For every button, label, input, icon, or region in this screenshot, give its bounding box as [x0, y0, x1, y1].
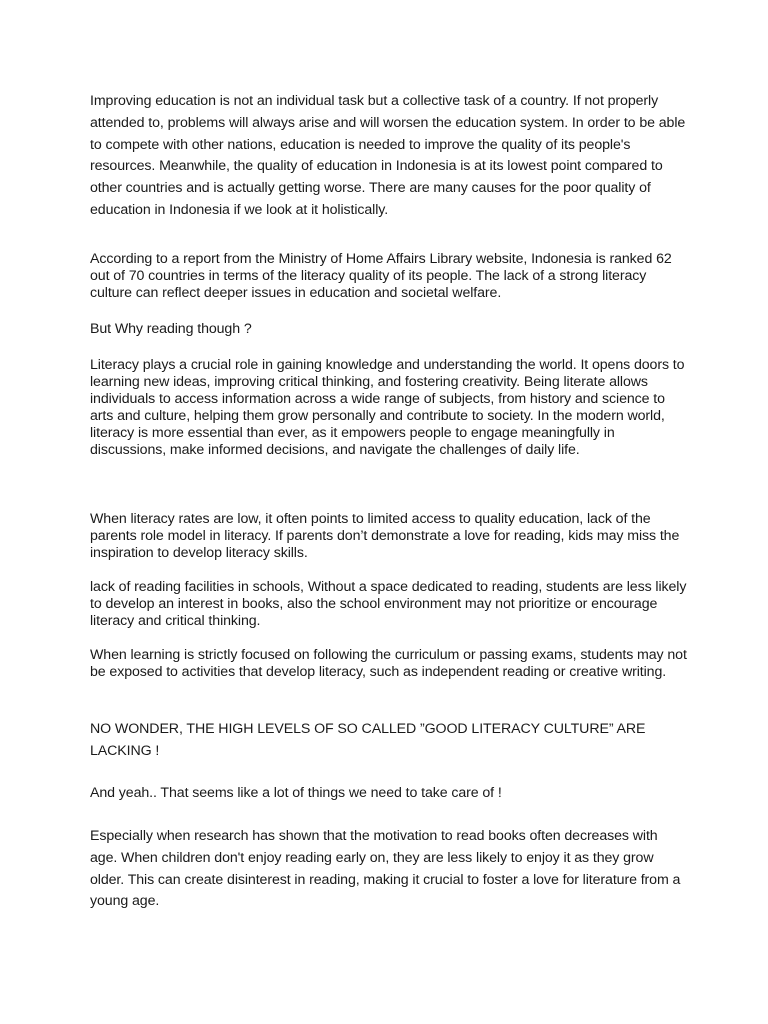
paragraph-no-wonder: NO WONDER, THE HIGH LEVELS OF SO CALLED ”GOOD LITERACY CULTURE” ARE LACKING !	[90, 721, 646, 759]
paragraph-literacy-ranking: According to a report from the Ministry of Home Affairs Library website, Indonesia is ranked 62 out of 70 countries in terms of the literacy quality of its people. The lack of a strong literacy culture can reflect deeper issues in education and societal welfare.	[90, 251, 672, 301]
paragraph-education-task: Improving education is not an individual task but a collective task of a country. If not properly attended to, problems will always arise and will worsen the education system. In order to be able to compete with other nations, education is needed to improve the quality of its people's resources. Meanwhile, the quality of education in Indonesia is at its lowest point compared to other countries and is actually getting worse. There are many causes for the poor quality of education in Indonesia if we look at it holistically.	[90, 93, 686, 218]
paragraph-take-care: And yeah.. That seems like a lot of things we need to take care of !	[90, 785, 502, 801]
paragraph-literacy-role: Literacy plays a crucial role in gaining knowledge and understanding the world. It opens doors to learning new ideas, improving critical thinking, and fostering creativity. Being literate allows individuals to access information across a wide range of subjects, from history and science to arts and culture, helping them grow personally and contribute to society. In the modern world, literacy is more essential than ever, as it empowers people to engage meaningfully in discussions, make informed decisions, and navigate the challenges of daily life.	[90, 357, 685, 458]
paragraph-why-reading: But Why reading though ?	[90, 321, 252, 337]
paragraph-curriculum-focus: When learning is strictly focused on following the curriculum or passing exams, students may not be exposed to activities that develop literacy, such as independent reading or creative writing.	[90, 647, 687, 680]
paragraph-low-literacy-causes: When literacy rates are low, it often points to limited access to quality education, lack of the parents role model in literacy. If parents don’t demonstrate a love for reading, kids may miss the inspiration to develop literacy skills.	[90, 511, 680, 561]
paragraph-reading-facilities: lack of reading facilities in schools, Without a space dedicated to reading, students are less likely to develop an interest in books, also the school environment may not prioritize or encourage literacy and critical thinking.	[90, 579, 687, 629]
paragraph-motivation-age: Especially when research has shown that the motivation to read books often decreases with age. When children don't enjoy reading early on, they are less likely to enjoy it as they grow older. This can create disinterest in reading, making it crucial to foster a love for literature from a young age.	[90, 828, 681, 910]
